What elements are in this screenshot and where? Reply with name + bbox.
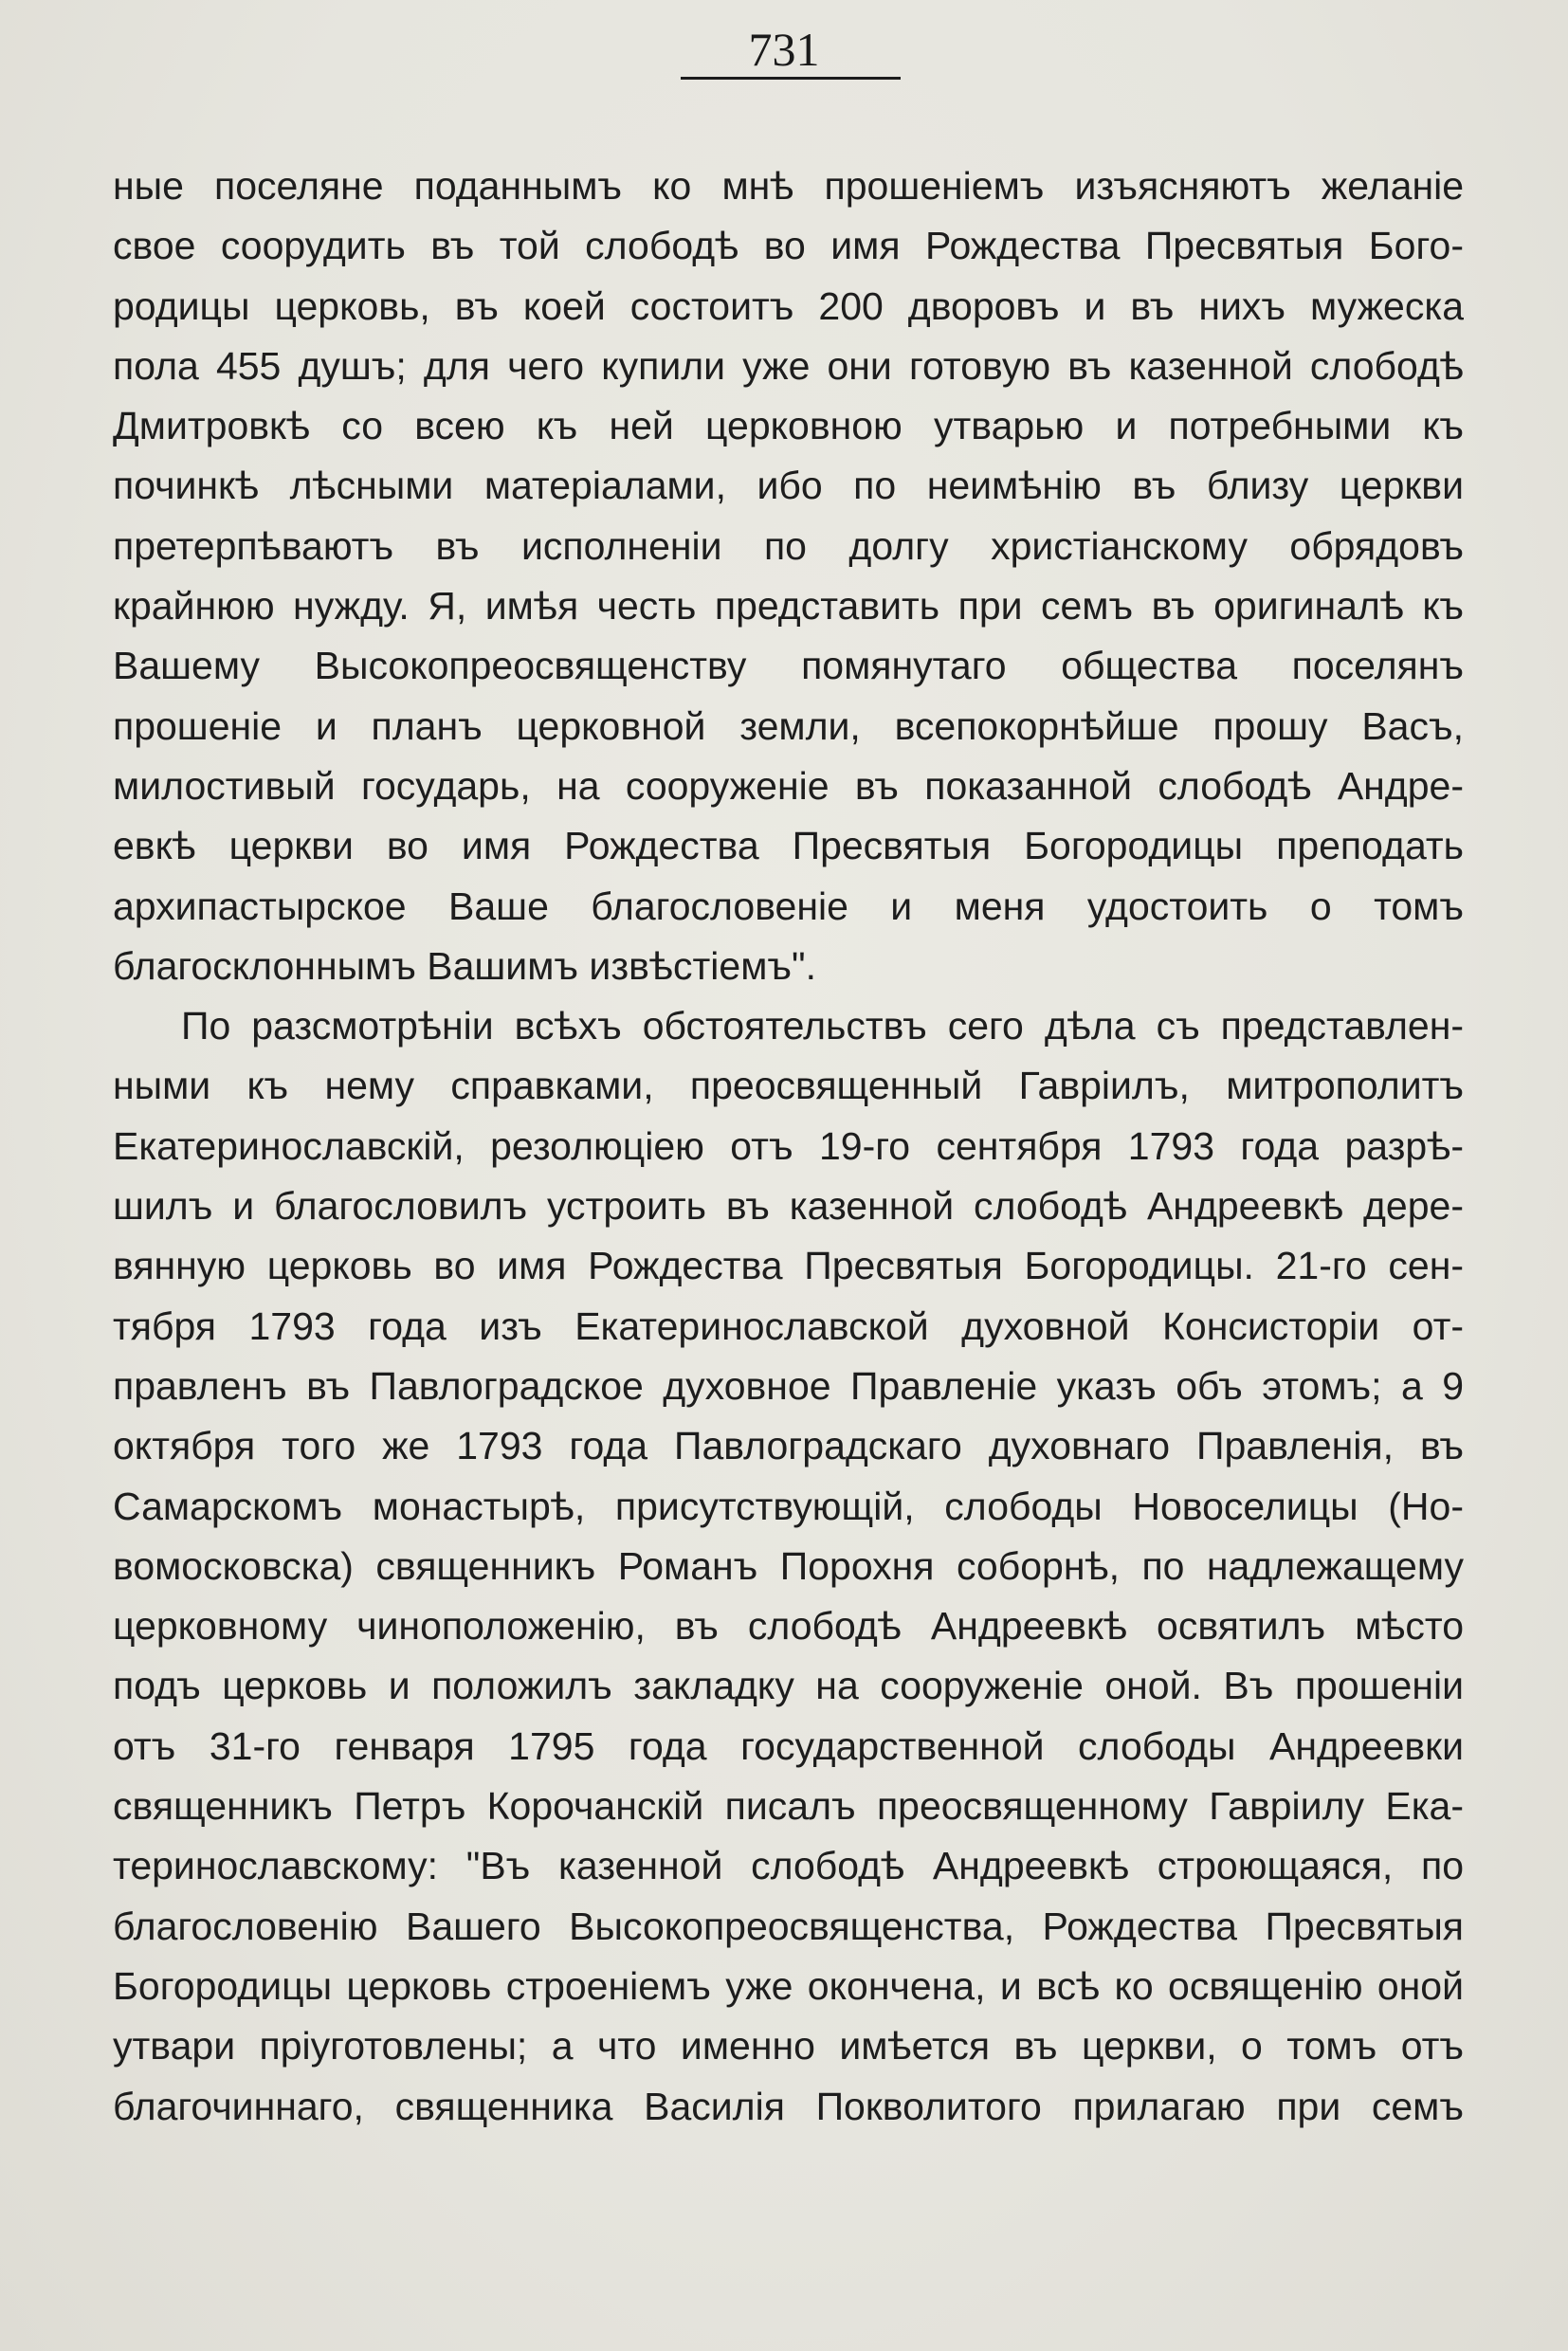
text-line: вомосковска) священникъ Романъ Порохня соборнѣ, по надлежащему bbox=[113, 1543, 1464, 1588]
text-line: отъ 31-го генваря 1795 года государственной слободы Андреевки bbox=[113, 1723, 1464, 1768]
text-line: ные поселяне поданнымъ ко мнѣ прошеніемъ изъясняютъ желаніе bbox=[113, 164, 1464, 208]
text-line: вянную церковь во имя Рождества Пресвятыя Богородицы. 21-го сен- bbox=[113, 1244, 1464, 1288]
text-line: шилъ и благословилъ устроить въ казенной слободѣ Андреевкѣ дере- bbox=[113, 1184, 1464, 1229]
text-line: прошеніе и планъ церковной земли, всепокорнѣйше прошу Васъ, bbox=[113, 703, 1464, 748]
text-line: претерпѣваютъ въ исполненіи по долгу христіанскому обрядовъ bbox=[113, 523, 1464, 568]
text-line: свое соорудить въ той слободѣ во имя Рождества Пресвятыя Бого- bbox=[113, 224, 1464, 268]
text-line: архипастырское Ваше благословеніе и меня удостоить о томъ bbox=[113, 884, 1464, 928]
text-line: священникъ Петръ Корочанскій писалъ преосвященному Гавріилу Ека- bbox=[113, 1784, 1464, 1829]
text-line: По разсмотрѣніи всѣхъ обстоятельствъ сего дѣла съ представлен- bbox=[181, 1004, 1464, 1048]
text-line: подъ церковь и положилъ закладку на сооруженіе оной. Въ прошеніи bbox=[113, 1664, 1464, 1708]
text-line: Богородицы церковь строеніемъ уже окончена, и всѣ ко освященію оной bbox=[113, 1963, 1464, 2008]
text-line: октября того же 1793 года Павлоградскаго духовнаго Правленія, въ bbox=[113, 1424, 1464, 1468]
text-line: тября 1793 года изъ Екатеринославской духовной Консисторіи от- bbox=[113, 1303, 1464, 1348]
text-line: крайнюю нужду. Я, имѣя честь представить при семъ въ оригиналѣ къ bbox=[113, 584, 1464, 629]
text-line: утвари пріуготовлены; а что именно имѣется въ церкви, о томъ отъ bbox=[113, 2024, 1464, 2069]
text-line: благословенію Вашего Высокопреосвященства, Рождества Пресвятыя bbox=[113, 1904, 1464, 1948]
text-line: Екатеринославскій, резолюціею отъ 19-го сентября 1793 года разрѣ- bbox=[113, 1123, 1464, 1168]
page-number-rule bbox=[681, 77, 901, 80]
text-line: Дмитровкѣ со всею къ ней церковною утварью и потребными къ bbox=[113, 404, 1464, 448]
text-line: правленъ въ Павлоградское духовное Правленіе указъ объ этомъ; а 9 bbox=[113, 1363, 1464, 1408]
text-line: благосклоннымъ Вашимъ извѣстіемъ". bbox=[113, 943, 816, 988]
text-line: милостивый государь, на сооруженіе въ показанной слободѣ Андре- bbox=[113, 763, 1464, 808]
text-line: Вашему Высокопреосвященству помянутаго общества поселянъ bbox=[113, 644, 1464, 688]
body-text bbox=[113, 156, 1464, 2137]
text-line: евкѣ церкви во имя Рождества Пресвятыя Богородицы преподать bbox=[113, 824, 1464, 868]
text-line: родицы церковь, въ коей состоитъ 200 дворовъ и въ нихъ мужеска bbox=[113, 283, 1464, 328]
paragraph-continuation bbox=[113, 156, 1464, 996]
text-line: благочиннаго, священника Василія Покволитого прилагаю при семъ bbox=[113, 2084, 1464, 2128]
page-number: 731 bbox=[748, 23, 820, 76]
text-line: Самарскомъ монастырѣ, присутствующій, слободы Новоселицы (Но- bbox=[113, 1484, 1464, 1528]
paragraph bbox=[113, 996, 1464, 2137]
text-line: пола 455 душъ; для чего купили уже они готовую въ казенной слободѣ bbox=[113, 343, 1464, 388]
text-line: теринославскому: "Въ казенной слободѣ Андреевкѣ строющаяся, по bbox=[113, 1844, 1464, 1888]
text-line: починкѣ лѣсными матеріалами, ибо по неимѣнію въ близу церкви bbox=[113, 464, 1464, 508]
text-line: церковному чиноположенію, въ слободѣ Андреевкѣ освятилъ мѣсто bbox=[113, 1604, 1464, 1649]
text-line: ными къ нему справками, преосвященный Гавріилъ, митрополитъ bbox=[113, 1064, 1464, 1108]
